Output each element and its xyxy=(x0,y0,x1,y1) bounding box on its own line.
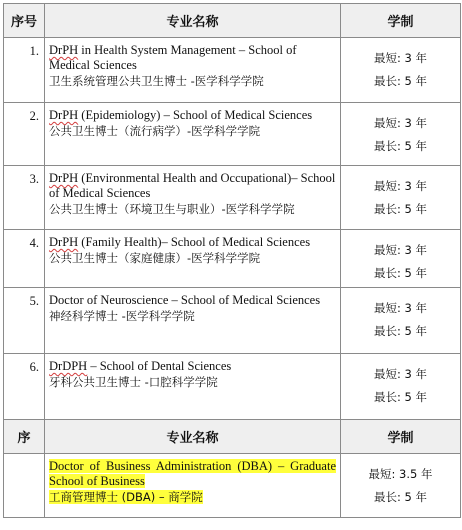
header-duration: 学制 xyxy=(341,4,461,38)
duration-cell xyxy=(341,103,461,166)
program-name-cell xyxy=(45,166,341,230)
table-row xyxy=(4,103,461,166)
program-abbr: DrPH xyxy=(49,43,79,57)
duration-cell xyxy=(341,288,461,354)
min-duration: 最短: 3 年 xyxy=(373,51,427,65)
header-duration: 学制 xyxy=(341,420,461,454)
min-duration: 最短: 3 年 xyxy=(373,243,427,257)
program-name-cell xyxy=(45,38,341,103)
max-duration: 最长: 5 年 xyxy=(373,266,427,280)
row-number: 4. xyxy=(4,230,45,288)
header-seq: 序号 xyxy=(4,4,45,38)
header-program-name: 专业名称 xyxy=(45,4,341,38)
table-row xyxy=(4,288,461,354)
header-seq: 序 xyxy=(4,420,45,454)
max-duration: 最长: 5 年 xyxy=(373,390,427,404)
table-row xyxy=(4,38,461,103)
program-abbr: DrPH xyxy=(49,108,79,122)
max-duration: 最长: 5 年 xyxy=(373,202,427,216)
duration-cell xyxy=(341,454,461,518)
program-abbr: DrPH xyxy=(49,171,79,185)
min-duration: 最短: 3 年 xyxy=(373,301,427,315)
min-duration: 最短: 3 年 xyxy=(373,116,427,130)
row-number: 6. xyxy=(4,354,45,420)
row-number: 2. xyxy=(4,103,45,166)
max-duration: 最长: 5 年 xyxy=(373,324,427,338)
duration-cell xyxy=(341,38,461,103)
program-chinese-name: 卫生系统管理公共卫生博士 -医学科学学院 xyxy=(49,74,264,88)
row-number: 1. xyxy=(4,38,45,103)
program-english-name: Doctor of Neuroscience – School of Medical Sciences xyxy=(49,293,321,307)
program-name-cell xyxy=(45,103,341,166)
min-duration: 最短: 3 年 xyxy=(373,179,427,193)
duration-cell xyxy=(341,354,461,420)
duration-cell xyxy=(341,230,461,288)
program-chinese-name: 神经科学博士 -医学科学学院 xyxy=(49,309,195,323)
program-name-cell xyxy=(45,288,341,354)
table-row xyxy=(4,354,461,420)
program-abbr: DrPH xyxy=(49,235,79,249)
program-chinese-name: 公共卫生博士（流行病学）-医学科学学院 xyxy=(49,124,261,138)
table-row xyxy=(4,166,461,230)
header-program-name: 专业名称 xyxy=(45,420,341,454)
program-english-name: in Health System Management – School of Medical Sciences xyxy=(49,43,297,72)
table-header-row-2 xyxy=(4,420,461,454)
program-english-name: (Family Health)– School of Medical Sciences xyxy=(78,235,311,249)
min-duration: 最短: 3.5 年 xyxy=(368,467,433,481)
table-header-row xyxy=(4,4,461,38)
program-table xyxy=(3,3,461,518)
max-duration: 最长: 5 年 xyxy=(373,139,427,153)
program-english-name: (Environmental Health and Occupational)– School of Medical Sciences xyxy=(49,171,336,200)
program-abbr: DrDPH xyxy=(49,359,88,373)
program-english-name: (Epidemiology) – School of Medical Sciences xyxy=(78,108,313,122)
program-chinese-name xyxy=(49,489,336,506)
program-chinese-name: 公共卫生博士（家庭健康）-医学科学学院 xyxy=(49,251,261,265)
program-name-cell xyxy=(45,354,341,420)
program-english-name: Doctor of Business Administration (DBA) – Graduate School of Business xyxy=(49,459,336,488)
max-duration: 最长: 5 年 xyxy=(373,490,427,504)
row-number: 5. xyxy=(4,288,45,354)
program-chinese-name: 公共卫生博士（环境卫生与职业）-医学科学学院 xyxy=(49,202,295,216)
duration-cell xyxy=(341,166,461,230)
program-chinese-name-text: 工商管理博士 (DBA) – 商学院 xyxy=(49,490,203,504)
max-duration: 最长: 5 年 xyxy=(373,74,427,88)
program-english-name: – School of Dental Sciences xyxy=(87,359,232,373)
table-row xyxy=(4,454,461,518)
program-name-cell xyxy=(45,230,341,288)
program-chinese-name: 牙科公共卫生博士 -口腔科学学院 xyxy=(49,375,218,389)
program-name-cell xyxy=(45,454,341,518)
row-number: 3. xyxy=(4,166,45,230)
row-number xyxy=(4,454,45,518)
min-duration: 最短: 3 年 xyxy=(373,367,427,381)
table-row xyxy=(4,230,461,288)
